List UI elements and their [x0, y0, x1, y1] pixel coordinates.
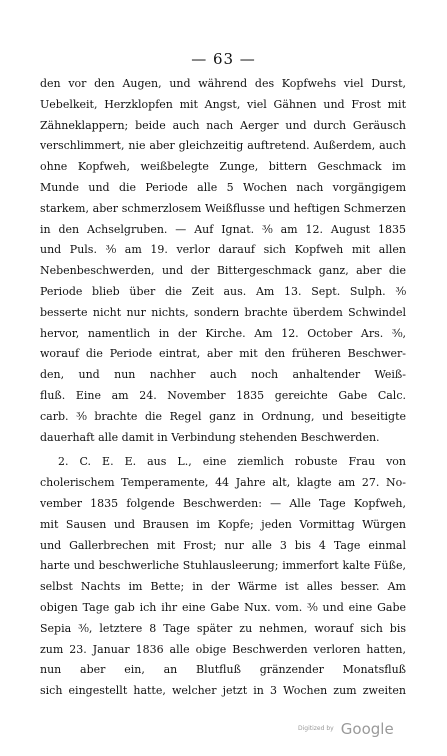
text-line: sich eingestellt hatte, welcher jetzt in 3 Wochen zum zweiten — [40, 684, 406, 698]
text-line: carb. ³⁄₀ brachte die Regel ganz in Ordnung, und beseitigte — [40, 409, 406, 423]
watermark-brand: Google — [340, 719, 394, 738]
text-line: den vor den Augen, und während des Kopfwehs viel Durst, — [40, 77, 406, 90]
text-line: Zähneklappern; beide auch nach Aerger und durch Geräusch — [40, 118, 406, 132]
text-line: obigen Tage gab ich ihr eine Gabe Nux. vom. ³⁄₀ und eine Gabe — [40, 600, 406, 614]
text-line: hervor, namentlich in der Kirche. Am 12. October Ars. ³⁄₀, — [40, 326, 406, 340]
text-line: 2. C. E. E. aus L., eine ziemlich robuste Frau von — [58, 455, 406, 469]
text-line: Periode blieb über die Zeit aus. Am 13. Sept. Sulph. ³⁄₀ — [40, 284, 406, 298]
text-line: Sepia ³⁄₀, letztere 8 Tage später zu nehmen, worauf sich bis — [40, 621, 406, 635]
text-line: in den Achselgruben. — Auf Ignat. ³⁄₀ am 12. August 1835 — [40, 222, 406, 236]
text-line: zum 23. Januar 1836 alle obige Beschwerden verloren hatten, — [40, 642, 406, 656]
text-line: dauerhaft alle damit in Verbindung stehenden Beschwerden. — [40, 430, 380, 444]
page-number: — 63 — — [191, 50, 256, 68]
text-line: fluß. Eine am 24. November 1835 gereichte Gabe Calc. — [40, 388, 406, 402]
text-line: harte und beschwerliche Stuhlausleerung; immerfort kalte Füße, — [40, 559, 406, 573]
text-line: Munde und die Periode alle 5 Wochen nach vorgängigem — [40, 180, 406, 194]
text-line: starkem, aber schmerzlosem Weißflusse und heftigen Schmerzen — [40, 201, 406, 215]
text-line: den, und nun nachher auch noch anhaltender Weiß- — [40, 368, 406, 382]
body-text — [40, 74, 406, 702]
text-line: nun aber ein, an Blutfluß gränzender Monatsfluß — [40, 663, 406, 677]
paragraph-case-continuation — [40, 74, 406, 448]
text-line: Nebenbeschwerden, und der Bittergeschmack ganz, aber die — [40, 264, 406, 278]
text-line: und Puls. ³⁄₀ am 19. verlor darauf sich Kopfweh mit allen — [40, 243, 406, 257]
text-line: besserte nicht nur nichts, sondern brachte überdem Schwindel — [40, 305, 406, 319]
text-line: worauf die Periode eintrat, aber mit den früheren Beschwer- — [40, 347, 406, 361]
watermark-prefix: Digitized by — [298, 725, 334, 732]
text-line: verschlimmert, nie aber gleichzeitig auftretend. Außerdem, auch — [40, 139, 406, 153]
text-line: ohne Kopfweh, weißbelegte Zunge, bittern Geschmack im — [40, 160, 406, 174]
text-line: selbst Nachts im Bette; in der Wärme ist alles besser. Am — [40, 580, 406, 594]
text-line: mit Sausen und Brausen im Kopfe; jeden Vormittag Würgen — [40, 517, 406, 531]
text-line: vember 1835 folgende Beschwerden: — Alle Tage Kopfweh, — [40, 496, 406, 510]
text-line: cholerischem Temperamente, 44 Jahre alt, klagte am 27. No- — [40, 476, 406, 490]
text-line: Uebelkeit, Herzklopfen mit Angst, viel Gähnen und Frost mit — [40, 97, 406, 111]
text-line: und Gallerbrechen mit Frost; nur alle 3 bis 4 Tage einmal — [40, 538, 406, 552]
paragraph-case-2 — [40, 452, 406, 702]
digitized-watermark — [298, 718, 394, 738]
